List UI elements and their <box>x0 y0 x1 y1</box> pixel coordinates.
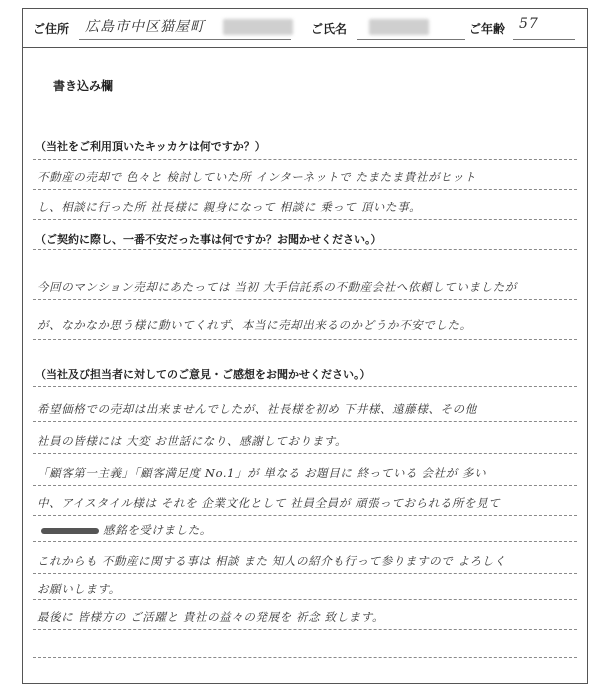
age-underline <box>513 39 575 40</box>
age-value: 57 <box>519 16 539 32</box>
address-redaction <box>223 19 293 35</box>
answer-2-line-2: が、なかなか思う様に動いてくれず、本当に売却出来るのかどうか不安でした。 <box>37 318 472 332</box>
rule <box>33 219 577 220</box>
answer-1-line-2: し、相談に行った所 社長様に 親身になって 相談に 乗って 頂いた事。 <box>37 200 422 214</box>
rule <box>33 599 577 600</box>
address-value: 広島市中区猫屋町 <box>85 19 205 35</box>
rule <box>33 515 577 516</box>
rule <box>33 453 577 454</box>
question-1-label: （当社をご利用頂いたキッカケは何ですか？） <box>35 140 266 153</box>
survey-sheet <box>22 8 588 684</box>
name-label: ご氏名 <box>311 22 348 36</box>
rule <box>33 657 577 658</box>
answer-3-line-6: これからも 不動産に関する事は 相談 また 知人の紹介も行って参りますので よろしく <box>37 554 506 568</box>
age-label: ご年齢 <box>469 22 506 36</box>
answer-3-line-2: 社員の皆様には 大変 お世話になり、感謝しております。 <box>37 434 348 448</box>
answer-2-line-1: 今回のマンション売却にあたっては 当初 大手信託系の不動産会社へ依頼していましたが <box>37 280 517 294</box>
rule <box>33 299 577 300</box>
answer-3-line-1: 希望価格での売却は出来ませんでしたが、社長様を初め 下井様、遠藤様、その他 <box>37 402 477 416</box>
answer-3-line-5: 感銘を受けました。 <box>103 523 212 537</box>
answer-3-line-8: 最後に 皆様方の ご活躍と 貴社の益々の発展を 祈念 致します。 <box>37 610 385 624</box>
name-redaction <box>369 19 429 35</box>
crossed-out-text <box>41 528 99 534</box>
name-underline <box>357 39 465 40</box>
rule <box>33 629 577 630</box>
rule <box>33 189 577 190</box>
rule <box>33 573 577 574</box>
section-title: 書き込み欄 <box>53 79 114 93</box>
header-row <box>23 9 587 48</box>
rule <box>33 249 577 250</box>
address-label: ご住所 <box>33 22 70 36</box>
address-underline <box>79 39 291 40</box>
answer-3-line-4: 中、アイスタイル様は それを 企業文化として 社員全員が 頑張っておられる所を見て <box>37 496 501 510</box>
rule <box>33 159 577 160</box>
rule <box>33 541 577 542</box>
answer-3-line-7: お願いします。 <box>37 582 121 596</box>
question-3-label: （当社及び担当者に対してのご意見・ご感想をお聞かせください。） <box>35 368 371 381</box>
rule <box>33 386 577 387</box>
rule <box>33 421 577 422</box>
answer-3-line-3: 「顧客第一主義」「顧客満足度 No.1」が 単なる お題目に 終っている 会社が 多い <box>37 466 487 480</box>
question-2-label: （ご契約に際し、一番不安だった事は何ですか？お聞かせください。） <box>35 233 382 246</box>
rule <box>33 339 577 340</box>
answer-1-line-1: 不動産の売却で 色々と 検討していた所 インターネットで たまたま貴社がヒット <box>37 170 477 184</box>
answer-3-line-5-wrapper <box>37 522 212 538</box>
rule <box>33 485 577 486</box>
